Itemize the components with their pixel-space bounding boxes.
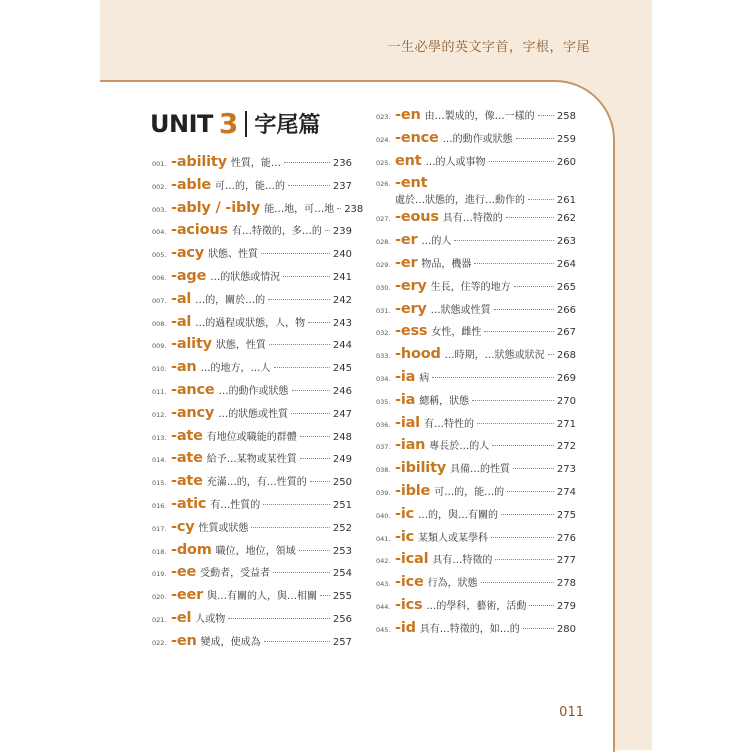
page-reference: 258: [556, 111, 576, 122]
suffix-term: -ee: [171, 564, 197, 581]
toc-entry[interactable]: [376, 255, 576, 278]
dot-leader: [548, 354, 554, 355]
page-reference: 250: [332, 477, 352, 489]
toc-entry[interactable]: [376, 323, 576, 346]
entry-number: 045.: [376, 625, 391, 634]
entry-number: 020.: [152, 593, 167, 602]
entry-number: 025.: [376, 158, 391, 167]
suffix-meaning: 受動者，受益者: [200, 568, 271, 580]
dot-leader: [528, 199, 554, 200]
suffix-term: -ancy: [171, 404, 215, 421]
page-reference: 246: [332, 385, 352, 397]
suffix-meaning: 處於…狀態的，進行…動作的: [395, 195, 525, 207]
toc-entry[interactable]: [376, 153, 576, 176]
suffix-term: -acy: [171, 245, 205, 262]
suffix-term: -ence: [395, 129, 439, 146]
suffix-term: -eous: [395, 209, 439, 226]
toc-entry[interactable]: [152, 610, 352, 633]
page-reference: 255: [332, 591, 352, 603]
entry-number: 035.: [376, 397, 391, 406]
suffix-term: -en: [395, 107, 421, 123]
entry-number: 002.: [152, 182, 167, 191]
dot-leader: [472, 400, 554, 401]
page-reference: 263: [556, 236, 576, 248]
dot-leader: [513, 468, 554, 469]
entry-number: 026.: [376, 180, 391, 189]
suffix-meaning: 有…性質的: [210, 499, 261, 511]
page-reference: 276: [556, 532, 576, 544]
entry-number: 012.: [152, 410, 167, 419]
suffix-term: -ate: [171, 473, 203, 490]
toc-entry[interactable]: [376, 551, 576, 574]
dot-leader: [491, 537, 554, 538]
entry-number: 043.: [376, 580, 391, 589]
entry-number: 006.: [152, 273, 167, 282]
page-reference: 278: [556, 578, 576, 590]
suffix-meaning: …時期，…狀態或狀況: [444, 350, 545, 362]
suffix-meaning: …的，關於…的: [195, 294, 266, 306]
suffix-meaning: 狀態、性質: [208, 249, 259, 261]
page-reference: 247: [332, 408, 352, 420]
entry-number: 027.: [376, 215, 391, 224]
suffix-term: -ial: [395, 414, 420, 431]
suffix-meaning: …的狀態或性質: [218, 408, 289, 420]
suffix-meaning: 有地位或職能的群體: [206, 431, 297, 443]
dot-leader: [481, 582, 554, 583]
dot-leader: [454, 240, 554, 241]
suffix-meaning: 能…地，可…地: [264, 203, 335, 215]
suffix-meaning: …的過程或狀態，人，物: [195, 317, 306, 329]
page-reference: 251: [332, 499, 352, 511]
dot-leader: [288, 185, 330, 186]
dot-leader: [261, 253, 330, 254]
suffix-meaning: 人或物: [195, 613, 226, 625]
dot-leader: [273, 572, 330, 573]
toc-entry[interactable]: [152, 382, 352, 405]
page-reference: 243: [332, 317, 352, 329]
page-reference: 280: [556, 623, 576, 635]
dot-leader: [283, 276, 330, 277]
page-reference: 266: [556, 304, 576, 316]
toc-entry[interactable]: [152, 564, 352, 587]
entry-number: 016.: [152, 501, 167, 510]
entry-number: 038.: [376, 466, 391, 475]
suffix-term: -er: [395, 232, 418, 249]
suffix-term: -ical: [395, 551, 429, 568]
suffix-meaning: …的學科，藝術，活動: [426, 600, 527, 612]
suffix-meaning: 生長，住等的地方: [430, 281, 511, 293]
entry-number: 030.: [376, 283, 391, 292]
dot-leader: [484, 331, 554, 332]
toc-entry[interactable]: [376, 130, 576, 153]
suffix-meaning: 具有…特徵的: [432, 555, 493, 567]
toc-entry[interactable]: [376, 529, 576, 552]
unit-subtitle: 字尾篇: [254, 113, 321, 138]
unit-label: UNIT: [150, 109, 213, 138]
dot-leader: [274, 367, 330, 368]
page-reference: 249: [332, 454, 352, 466]
dot-leader: [308, 322, 330, 323]
suffix-term: -ess: [395, 323, 428, 340]
suffix-meaning: 病: [419, 372, 430, 384]
toc-entry[interactable]: [376, 415, 576, 438]
page-reference: 268: [556, 350, 576, 362]
page-reference: 279: [556, 600, 576, 612]
entry-number: 003.: [152, 205, 167, 214]
suffix-term: -ance: [171, 381, 215, 398]
suffix-meaning: 有…特徵的，多…的: [231, 226, 322, 238]
suffix-meaning: 物品，機器: [421, 258, 472, 270]
entry-number: 041.: [376, 534, 391, 543]
suffix-meaning: 具備…的性質: [450, 464, 511, 476]
toc-entry[interactable]: [152, 314, 352, 337]
toc-entry[interactable]: [376, 232, 576, 255]
suffix-term: -ic: [395, 505, 414, 522]
page-reference: 267: [556, 327, 576, 339]
entry-number: 024.: [376, 135, 391, 144]
toc-column-right: [376, 107, 576, 643]
dot-leader: [310, 481, 330, 482]
entry-number: 032.: [376, 329, 391, 338]
suffix-meaning: …的人: [421, 236, 452, 248]
entry-number: 031.: [376, 306, 391, 315]
suffix-term: -ibility: [395, 460, 447, 477]
suffix-meaning: 總稱，狀態: [419, 395, 470, 407]
toc-entry[interactable]: [376, 620, 576, 643]
entry-number: 009.: [152, 342, 167, 351]
entry-number: 022.: [152, 638, 167, 647]
toc-entry[interactable]: [152, 154, 352, 177]
page-reference: 271: [556, 418, 576, 430]
toc-entry[interactable]: [152, 199, 364, 223]
suffix-meaning: 具有…特徵的: [442, 213, 503, 225]
suffix-term: -id: [395, 619, 416, 636]
entry-number: 023.: [376, 113, 391, 121]
suffix-term: -ality: [171, 336, 212, 353]
toc-entry[interactable]: [376, 301, 576, 324]
toc-entry[interactable]: [152, 633, 352, 656]
dot-leader: [292, 390, 330, 391]
suffix-term: -acious: [171, 222, 228, 239]
suffix-meaning: …的狀態或情況: [210, 271, 281, 283]
page-reference: 275: [556, 509, 576, 521]
suffix-meaning: 變成，使成為: [200, 636, 261, 648]
dot-leader: [516, 138, 554, 139]
dot-leader: [228, 618, 330, 619]
entry-number: 021.: [152, 615, 167, 624]
dot-leader: [300, 436, 330, 437]
entry-body: [395, 175, 576, 206]
entry-number: 017.: [152, 524, 167, 533]
suffix-meaning: 可…的，能…的: [434, 486, 505, 498]
suffix-term: -el: [171, 609, 192, 626]
unit-heading: [150, 107, 320, 140]
page-reference: 253: [332, 545, 352, 557]
toc-entry[interactable]: [376, 209, 576, 232]
page-reference: 241: [332, 271, 352, 283]
dot-leader: [492, 445, 554, 446]
dot-leader: [263, 504, 330, 505]
page-reference: 245: [332, 363, 352, 375]
suffix-meaning: 性質或狀態: [198, 522, 249, 534]
suffix-term: -able: [171, 176, 211, 193]
dot-leader: [477, 423, 554, 424]
page-reference: 237: [332, 180, 352, 192]
suffix-meaning: 職位，地位，領域: [215, 545, 296, 557]
page-reference: 272: [556, 441, 576, 453]
toc-entry[interactable]: [376, 107, 576, 130]
entry-line: [395, 191, 576, 206]
page-reference: 259: [556, 133, 576, 145]
toc-entry[interactable]: [152, 496, 352, 519]
toc-entry[interactable]: [152, 450, 352, 473]
dot-leader: [523, 628, 554, 629]
suffix-meaning: 專長於…的人: [429, 441, 490, 453]
toc-entry[interactable]: [376, 369, 576, 392]
suffix-term: -ability: [171, 154, 227, 170]
suffix-meaning: …的動作或狀態: [442, 133, 513, 145]
running-header: 一生必學的英文字首，字根，字尾: [387, 40, 590, 55]
toc-entry[interactable]: [152, 222, 352, 245]
toc-entry[interactable]: [376, 460, 576, 483]
suffix-term: -eer: [171, 587, 204, 604]
entry-number: 014.: [152, 456, 167, 465]
toc-entry[interactable]: [152, 177, 352, 200]
entry-number: 037.: [376, 443, 391, 452]
entry-number: 008.: [152, 319, 167, 328]
suffix-term: -ic: [395, 528, 414, 545]
page-reference: 248: [332, 431, 352, 443]
page-reference: 261: [556, 195, 576, 207]
suffix-term: -dom: [171, 541, 212, 558]
toc-entry[interactable]: [152, 473, 352, 496]
toc-entry[interactable]: [376, 506, 576, 529]
dot-leader: [251, 527, 329, 528]
dot-leader: [507, 491, 554, 492]
page-reference: 270: [556, 395, 576, 407]
suffix-meaning: 由…製成的，像…一樣的: [424, 111, 535, 122]
dot-leader: [529, 605, 553, 606]
toc-entry[interactable]: [376, 574, 576, 597]
suffix-term: -ate: [171, 450, 203, 467]
dot-leader: [514, 286, 554, 287]
suffix-meaning: …狀態或性質: [430, 304, 491, 316]
suffix-meaning: 充滿…的，有…性質的: [206, 477, 307, 489]
suffix-meaning: 某類人或某學科: [417, 532, 488, 544]
page-reference: 239: [332, 226, 352, 238]
suffix-term: -ent: [395, 175, 428, 192]
entry-number: 018.: [152, 547, 167, 556]
dot-leader: [538, 115, 554, 116]
dot-leader: [474, 263, 554, 264]
dot-leader: [320, 595, 330, 596]
page-reference: 269: [556, 372, 576, 384]
dot-leader: [506, 217, 554, 218]
entry-number: 028.: [376, 238, 391, 247]
suffix-meaning: 行為，狀態: [427, 578, 478, 590]
dot-leader: [495, 559, 554, 560]
page-reference: 236: [332, 158, 352, 169]
page-reference: 242: [332, 294, 352, 306]
page-reference: 252: [332, 522, 352, 534]
suffix-meaning: …的，與…有關的: [417, 509, 498, 521]
unit-number: 3: [218, 107, 239, 140]
dot-leader: [432, 377, 554, 378]
page-reference: 254: [332, 568, 352, 580]
page-reference: 256: [332, 613, 352, 625]
toc-entry[interactable]: [376, 346, 576, 369]
toc-entry[interactable]: [152, 519, 352, 542]
toc-entry[interactable]: [152, 336, 352, 359]
page-reference: 240: [332, 249, 352, 261]
entry-number: 015.: [152, 479, 167, 488]
suffix-term: -en: [171, 632, 197, 649]
suffix-term: -ible: [395, 482, 431, 499]
entry-number: 010.: [152, 365, 167, 374]
toc-entry[interactable]: [152, 587, 352, 610]
suffix-term: -atic: [171, 495, 207, 512]
suffix-term: -er: [395, 254, 418, 271]
suffix-meaning: 女性，雌性: [431, 327, 482, 339]
toc-entry[interactable]: [376, 437, 576, 460]
toc-entry[interactable]: [152, 291, 352, 314]
entry-number: 033.: [376, 352, 391, 361]
suffix-term: -al: [171, 313, 192, 330]
page-reference: 264: [556, 258, 576, 270]
suffix-meaning: 有…特性的: [423, 418, 474, 430]
toc-column-left: [152, 154, 364, 656]
entry-number: 029.: [376, 260, 391, 269]
dot-leader: [325, 230, 330, 231]
dot-leader: [494, 309, 554, 310]
dot-leader: [264, 641, 330, 642]
entry-line: [395, 175, 576, 191]
page-reference: 244: [332, 340, 352, 352]
entry-number: 034.: [376, 374, 391, 383]
toc-entry[interactable]: [152, 542, 352, 565]
suffix-term: -al: [171, 290, 192, 307]
page-reference: 274: [556, 486, 576, 498]
toc-entry[interactable]: [152, 245, 352, 268]
suffix-meaning: …的地方，…人: [200, 363, 271, 375]
entry-number: 044.: [376, 602, 391, 611]
suffix-term: -age: [171, 267, 207, 284]
suffix-meaning: 給予…某物或某性質: [206, 454, 297, 466]
page-number: 011: [559, 705, 584, 720]
toc-entry[interactable]: [376, 483, 576, 506]
page-reference: 262: [556, 213, 576, 225]
suffix-term: -ably / -ibly: [171, 199, 261, 216]
dot-leader: [268, 299, 330, 300]
entry-number: 036.: [376, 420, 391, 429]
suffix-term: -ice: [395, 574, 424, 591]
page-reference: 277: [556, 555, 576, 567]
toc-entry[interactable]: [376, 278, 576, 301]
suffix-term: -ery: [395, 277, 427, 294]
dot-leader: [300, 458, 330, 459]
suffix-meaning: …的人或事物: [425, 156, 486, 168]
suffix-term: -ia: [395, 391, 416, 408]
suffix-meaning: 狀態，性質: [215, 340, 266, 352]
suffix-term: -ia: [395, 368, 416, 385]
entry-number: 011.: [152, 387, 167, 396]
page-reference: 238: [344, 203, 364, 215]
entry-number: 004.: [152, 228, 167, 237]
suffix-term: -an: [171, 359, 197, 376]
page-reference: 260: [556, 156, 576, 168]
suffix-term: -ics: [395, 596, 423, 613]
suffix-meaning: …的動作或狀態: [218, 385, 289, 397]
dot-leader: [269, 344, 330, 345]
dot-leader: [337, 208, 341, 209]
entry-number: 039.: [376, 488, 391, 497]
page-reference: 273: [556, 464, 576, 476]
entry-number: 001.: [152, 160, 167, 168]
toc-entry[interactable]: [376, 175, 576, 209]
suffix-term: -cy: [171, 518, 195, 535]
entry-number: 013.: [152, 433, 167, 442]
dot-leader: [489, 161, 554, 162]
toc-entry[interactable]: [376, 597, 576, 620]
page-reference: 257: [332, 636, 352, 648]
dot-leader: [284, 162, 330, 163]
entry-number: 005.: [152, 251, 167, 260]
entry-number: 007.: [152, 296, 167, 305]
heading-divider: [245, 111, 247, 137]
page-reference: 265: [556, 281, 576, 293]
dot-leader: [299, 550, 330, 551]
toc-entry[interactable]: [152, 428, 352, 451]
suffix-meaning: 與…有關的人，與…相關: [207, 591, 318, 603]
suffix-meaning: 可…的，能…的: [215, 180, 285, 192]
suffix-term: -ate: [171, 427, 203, 444]
toc-entry[interactable]: [376, 392, 576, 415]
toc-entry[interactable]: [152, 268, 352, 291]
suffix-term: ent: [395, 152, 422, 169]
suffix-meaning: 性質，能…: [230, 158, 281, 169]
entry-number: 019.: [152, 570, 167, 579]
dot-leader: [501, 514, 554, 515]
dot-leader: [291, 413, 330, 414]
entry-number: 040.: [376, 511, 391, 520]
suffix-meaning: 具有…特徵的，如…的: [419, 623, 520, 635]
suffix-term: -ian: [395, 437, 426, 454]
entry-number: 042.: [376, 557, 391, 566]
toc-entry[interactable]: [152, 359, 352, 382]
toc-entry[interactable]: [152, 405, 352, 428]
suffix-term: -hood: [395, 346, 441, 363]
suffix-term: -ery: [395, 300, 427, 317]
